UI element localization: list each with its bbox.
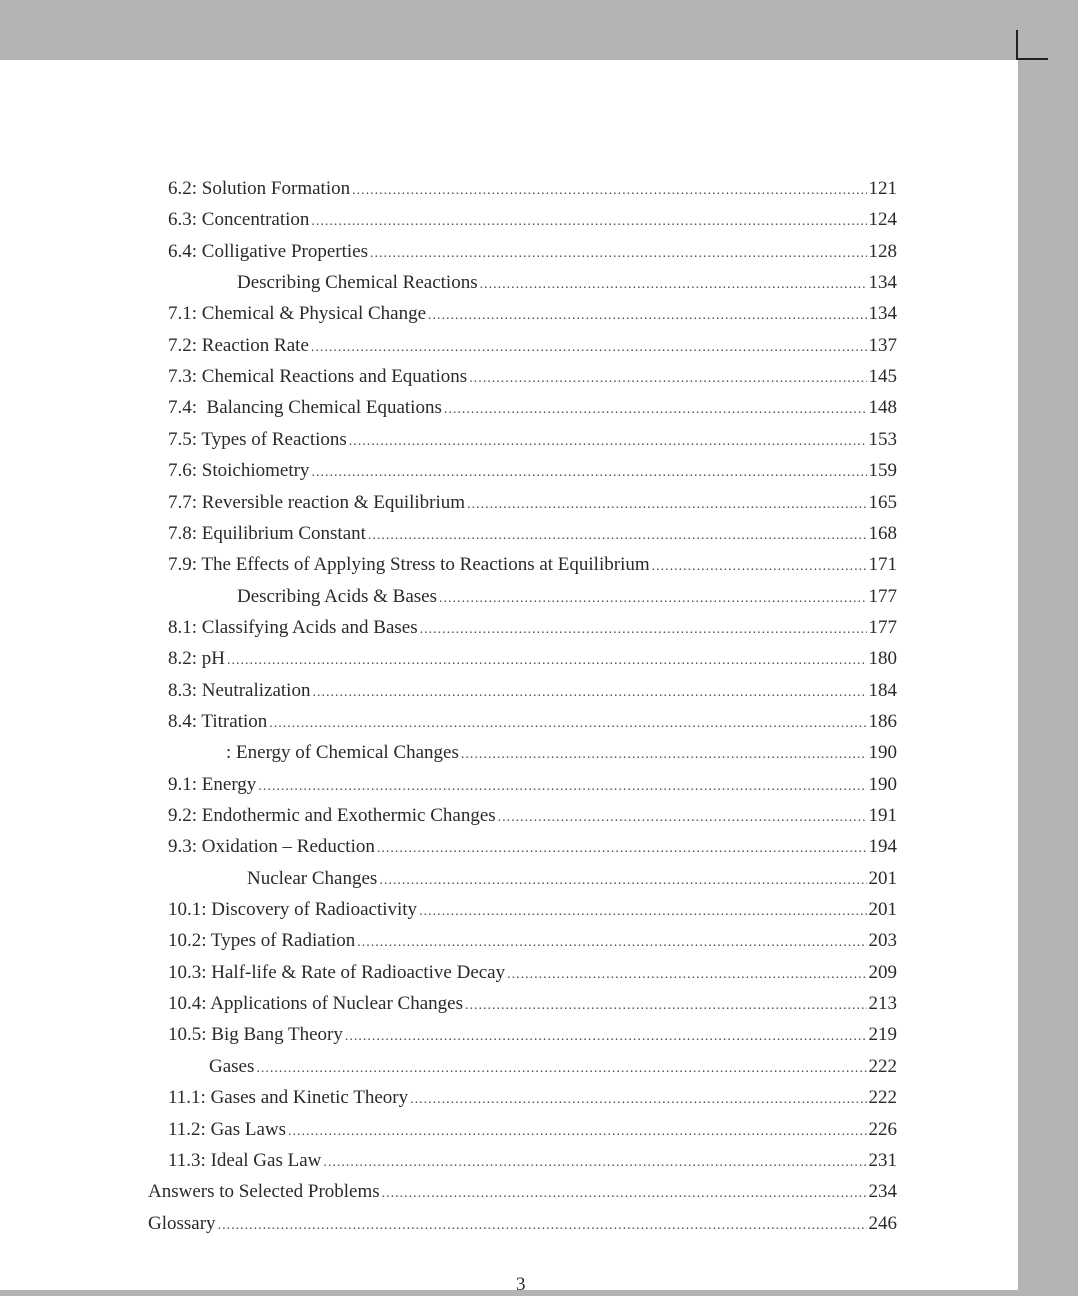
toc-entry-title: 7.2: Reaction Rate [168, 334, 309, 356]
dot-leader [218, 1218, 867, 1234]
toc-entry-title: Gases [209, 1055, 255, 1077]
dot-leader [323, 1155, 866, 1171]
toc-entry-title: 10.3: Half-life & Rate of Radioactive Decay [168, 961, 506, 983]
dot-leader [461, 747, 867, 763]
toc-entry-title: 9.1: Energy [168, 773, 257, 795]
toc-entry[interactable] [168, 1150, 897, 1181]
toc-entry-page: 222 [868, 1087, 897, 1109]
toc-entry-page: 201 [868, 867, 897, 889]
toc-entry-title: 7.3: Chemical Reactions and Equations [168, 366, 468, 388]
toc-entry[interactable] [209, 1056, 897, 1087]
toc-entry[interactable] [168, 962, 897, 993]
toc-entry-page: 177 [868, 585, 897, 607]
toc-entry-title: 7.4: Balancing Chemical Equations [168, 397, 442, 419]
toc-entry-page: 201 [868, 899, 897, 921]
dot-leader [419, 904, 866, 920]
toc-entry-page: 191 [868, 805, 897, 826]
dot-leader [227, 653, 867, 669]
dot-leader [311, 214, 866, 230]
toc-entry[interactable] [247, 868, 897, 899]
toc-entry-title: 6.2: Solution Formation [168, 178, 351, 199]
toc-entry-page: 124 [868, 209, 897, 231]
dot-leader [288, 1124, 866, 1140]
toc-entry-page: 153 [868, 428, 897, 450]
toc-entry[interactable] [168, 209, 897, 240]
toc-entry[interactable] [168, 335, 897, 366]
toc-entry[interactable] [226, 742, 897, 773]
toc-entry[interactable] [168, 523, 897, 554]
toc-entry-page: 137 [868, 334, 897, 356]
toc-entry-title: Nuclear Changes [247, 867, 378, 889]
toc-entry-page: 190 [868, 773, 897, 795]
dot-leader [258, 779, 866, 795]
toc-entry-title: 9.2: Endothermic and Exothermic Changes [168, 805, 496, 826]
toc-entry-page: 190 [868, 742, 897, 764]
dot-leader [480, 277, 867, 293]
toc-entry[interactable] [168, 648, 897, 679]
dot-leader [507, 967, 866, 983]
toc-entry[interactable] [168, 460, 897, 491]
toc-entry-title: 6.4: Colligative Properties [168, 240, 369, 262]
toc-entry-page: 184 [868, 679, 897, 701]
toc-entry-title: 9.3: Oxidation – Reduction [168, 836, 375, 858]
toc-entry[interactable] [168, 554, 897, 585]
dot-leader [444, 402, 867, 418]
dot-leader [311, 340, 867, 356]
toc-entry[interactable] [168, 397, 897, 428]
toc-entry-title: 7.6: Stoichiometry [168, 460, 310, 482]
toc-entry-title: 11.1: Gases and Kinetic Theory [168, 1087, 409, 1109]
dot-leader [269, 716, 866, 732]
toc-entry-page: 213 [868, 993, 897, 1015]
toc-entry-page: 209 [868, 961, 897, 983]
toc-entry-page: 246 [868, 1212, 897, 1234]
toc-entry[interactable] [168, 241, 897, 272]
toc-entry-title: Describing Chemical Reactions [237, 272, 478, 294]
toc-entry-page: 186 [868, 710, 897, 732]
toc-entry[interactable] [168, 899, 897, 930]
toc-entry[interactable] [168, 1024, 897, 1055]
toc-entry[interactable] [168, 680, 897, 711]
toc-entry-title: 7.5: Types of Reactions [168, 428, 347, 450]
dot-leader [420, 622, 867, 638]
toc-entry-page: 145 [868, 366, 897, 388]
dot-leader [370, 246, 866, 262]
toc-entry-page: 148 [868, 397, 897, 419]
toc-entry[interactable] [148, 1213, 897, 1244]
toc-entry-title: 10.2: Types of Radiation [168, 930, 356, 952]
toc-entry-page: 226 [868, 1118, 897, 1140]
toc-entry[interactable] [168, 366, 897, 397]
toc-entry[interactable] [237, 586, 897, 617]
toc-entry-title: 7.9: The Effects of Applying Stress to Reactions at Equilibrium [168, 554, 650, 576]
toc-entry-title: 8.1: Classifying Acids and Bases [168, 616, 418, 638]
toc-entry-title: 11.2: Gas Laws [168, 1118, 287, 1140]
toc-entry-title: 8.3: Neutralization [168, 679, 311, 701]
toc-entry-page: 121 [868, 178, 897, 199]
dot-leader [439, 591, 866, 607]
toc-entry-title: 10.5: Big Bang Theory [168, 1024, 343, 1046]
toc-entry-page: 165 [868, 491, 897, 513]
dot-leader [311, 465, 866, 481]
toc-entry[interactable] [168, 1119, 897, 1150]
toc-entry[interactable] [168, 711, 897, 742]
toc-entry-page: 222 [868, 1055, 897, 1077]
toc-entry-page: 159 [868, 460, 897, 482]
toc-entry-page: 180 [868, 648, 897, 670]
toc-entry-title: 6.3: Concentration [168, 209, 310, 231]
dot-leader [382, 1186, 867, 1202]
toc-entry-page: 234 [868, 1181, 897, 1203]
toc-entry[interactable] [168, 805, 897, 836]
dot-leader [465, 998, 867, 1014]
toc-entry[interactable] [168, 774, 897, 805]
toc-entry-page: 231 [868, 1149, 897, 1171]
dot-leader [428, 308, 866, 324]
toc-entry[interactable] [168, 1087, 897, 1118]
toc-entry[interactable] [148, 1181, 897, 1212]
page-corner-marker [1016, 30, 1048, 60]
toc-entry-page: 203 [868, 930, 897, 952]
toc-entry-page: 194 [868, 836, 897, 858]
dot-leader [312, 685, 866, 701]
dot-leader [352, 183, 866, 199]
toc-entry-title: 10.1: Discovery of Radioactivity [168, 899, 418, 921]
page-number: 3 [516, 1274, 526, 1295]
dot-leader [256, 1061, 866, 1077]
toc-entry-title: 11.3: Ideal Gas Law [168, 1149, 322, 1171]
dot-leader [345, 1029, 867, 1045]
toc-entry[interactable] [168, 930, 897, 961]
toc-entry-title: 7.1: Chemical & Physical Change [168, 303, 427, 325]
dot-leader [652, 559, 867, 575]
dot-leader [498, 810, 867, 826]
toc-entry-title: 8.2: pH [168, 648, 225, 670]
toc-entry-page: 134 [868, 303, 897, 325]
toc-entry-title: 7.8: Equilibrium Constant [168, 522, 366, 544]
dot-leader [469, 371, 866, 387]
toc-entry-page: 168 [868, 522, 897, 544]
dot-leader [410, 1092, 866, 1108]
toc-entry-page: 128 [868, 240, 897, 262]
toc-entry[interactable] [237, 272, 897, 303]
dot-leader [377, 841, 867, 857]
toc-entry-page: 134 [868, 272, 897, 294]
toc-entry[interactable] [168, 492, 897, 523]
toc-entry[interactable] [168, 617, 897, 648]
toc-entry-page: 219 [868, 1024, 897, 1046]
toc-entry-title: Glossary [148, 1212, 216, 1234]
dot-leader [379, 873, 866, 889]
toc-entry-page: 171 [868, 554, 897, 576]
dot-leader [368, 528, 867, 544]
toc-entry-title: Describing Acids & Bases [237, 585, 438, 607]
toc-entry[interactable] [168, 836, 897, 867]
toc-entry[interactable] [168, 993, 897, 1024]
toc-entry-page: 177 [868, 616, 897, 638]
toc-entry-title: Answers to Selected Problems [148, 1181, 380, 1203]
toc-entry-title: 8.4: Titration [168, 710, 268, 732]
toc-entry-title: : Energy of Chemical Changes [226, 742, 459, 764]
dot-leader [467, 497, 866, 513]
toc-entry[interactable] [168, 429, 897, 460]
toc-entry-title: 7.7: Reversible reaction & Equilibrium [168, 491, 466, 513]
dot-leader [349, 434, 867, 450]
toc-entry[interactable] [168, 178, 897, 209]
toc-entry-title: 10.4: Applications of Nuclear Changes [168, 993, 463, 1015]
toc-entry[interactable] [168, 303, 897, 334]
dot-leader [357, 935, 866, 951]
